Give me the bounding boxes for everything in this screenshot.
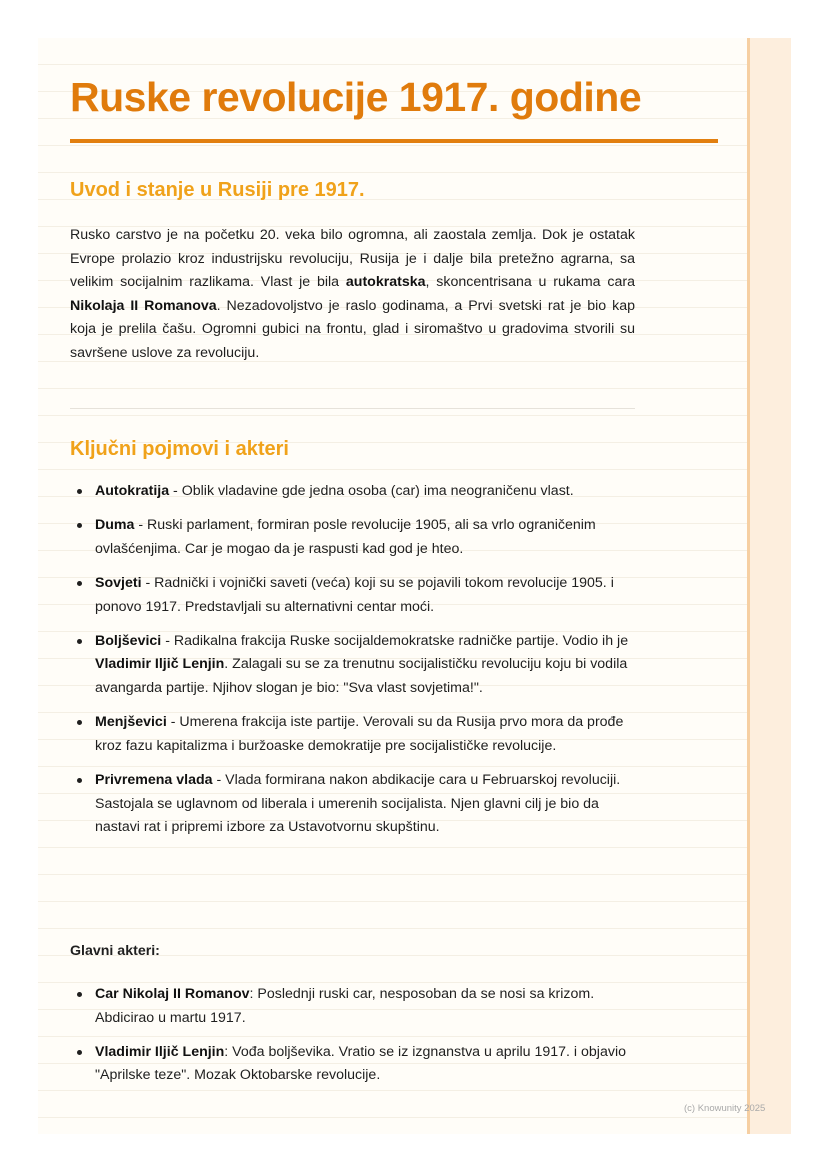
section-divider — [70, 408, 635, 409]
margin-band — [747, 38, 791, 1134]
actor-name: Car Nikolaj II Romanov — [95, 986, 250, 1002]
list-item — [70, 1041, 635, 1088]
term-definition: - Radikalna frakcija Ruske socijaldemokratske radničke partije. Vodio ih je — [161, 632, 629, 649]
title-underline — [70, 139, 718, 143]
term: Menjševici — [95, 714, 167, 731]
actors-label: Glavni akteri: — [70, 943, 160, 959]
intro-bold-autocracy: autokratska — [345, 274, 426, 291]
terms-list — [70, 480, 635, 850]
actor-description: : Vođa boljševika. Vratio se iz izgnanstva u aprilu 1917. i objavio "Aprilske teze". Mozak Oktobarske revolucije. — [95, 1043, 626, 1084]
term-definition-cont: . Zalagali su se za trenutnu socijalističku revoluciju koju bi vodila avangarda partije. Njihov slogan je bio: "Sva vlast sovjetima!". — [95, 656, 628, 696]
term-bold-lenin: Vladimir Iljič Lenjin — [95, 656, 225, 673]
intro-paragraph — [70, 224, 635, 366]
intro-text-1: Rusko carstvo je na početku 20. veka bilo ogromna, ali zaostala zemlja. Dok je ostatak Evrope prolazio kroz industrijsku revoluciju, Rusija je i dalje bila pretežno agrarna, sa velikim socijalnim razlikama. Vlast je bila — [70, 227, 635, 291]
intro-text-3: . Nezadovoljstvo je raslo godinama, a Prvi svetski rat je bio kap koja je prelila čašu. Ogromni gubici na frontu, glad i siromaštvo u gradovima stvorili su savršene uslove za revoluciju. — [70, 297, 635, 361]
list-item — [70, 769, 635, 840]
term-definition: - Vlada formirana nakon abdikacije cara u Februarskoj revoluciji. Sastojala se uglavnom od liberala i umerenih socijalista. Njen glavni cilj je bio da nastavi rat i pripremi izbore za Ustavotvornu skupštinu. — [95, 771, 621, 836]
list-item — [70, 572, 635, 619]
intro-text-2: , skoncentrisana u rukama cara — [425, 274, 635, 291]
intro-heading: Uvod i stanje u Rusiji pre 1917. — [70, 179, 365, 201]
term-definition: - Ruski parlament, formiran posle revolucije 1905, ali sa vrlo ograničenim ovlašćenjima. Car je mogao da je raspusti kad god je hteo. — [95, 517, 596, 557]
page-title: Ruske revolucije 1917. godine — [70, 74, 642, 120]
list-item — [70, 514, 635, 561]
term: Sovjeti — [95, 574, 142, 591]
list-item — [70, 630, 635, 701]
term: Autokratija — [95, 483, 170, 499]
term-definition: - Radnički i vojnički saveti (veća) koji su se pojavili tokom revolucije 1905. i ponovo 1917. Predstavljali su alternativni centar moći. — [95, 574, 614, 615]
copyright-footer: (c) Knowunity 2025 — [684, 1103, 766, 1114]
terms-heading: Ključni pojmovi i akteri — [70, 438, 289, 460]
list-item — [70, 480, 635, 504]
actor-description: : Poslednji ruski car, nesposoban da se nosi sa krizom. Abdicirao u martu 1917. — [95, 986, 595, 1026]
term: Duma — [95, 517, 135, 534]
term: Boljševici — [95, 632, 162, 649]
actor-name: Vladimir Iljič Lenjin — [95, 1043, 225, 1060]
list-item — [70, 983, 635, 1030]
term-definition: - Oblik vladavine gde jedna osoba (car) ima neograničenu vlast. — [169, 483, 574, 499]
actors-list — [70, 983, 635, 1099]
term: Privremena vlada — [95, 771, 213, 788]
list-item — [70, 711, 635, 758]
intro-bold-tsar: Nikolaja II Romanova — [70, 297, 217, 314]
term-definition: - Umerena frakcija iste partije. Verovali su da Rusija prvo mora da prođe kroz fazu kapitalizma i buržoaske demokratije pre socijalističke revolucije. — [95, 714, 624, 754]
